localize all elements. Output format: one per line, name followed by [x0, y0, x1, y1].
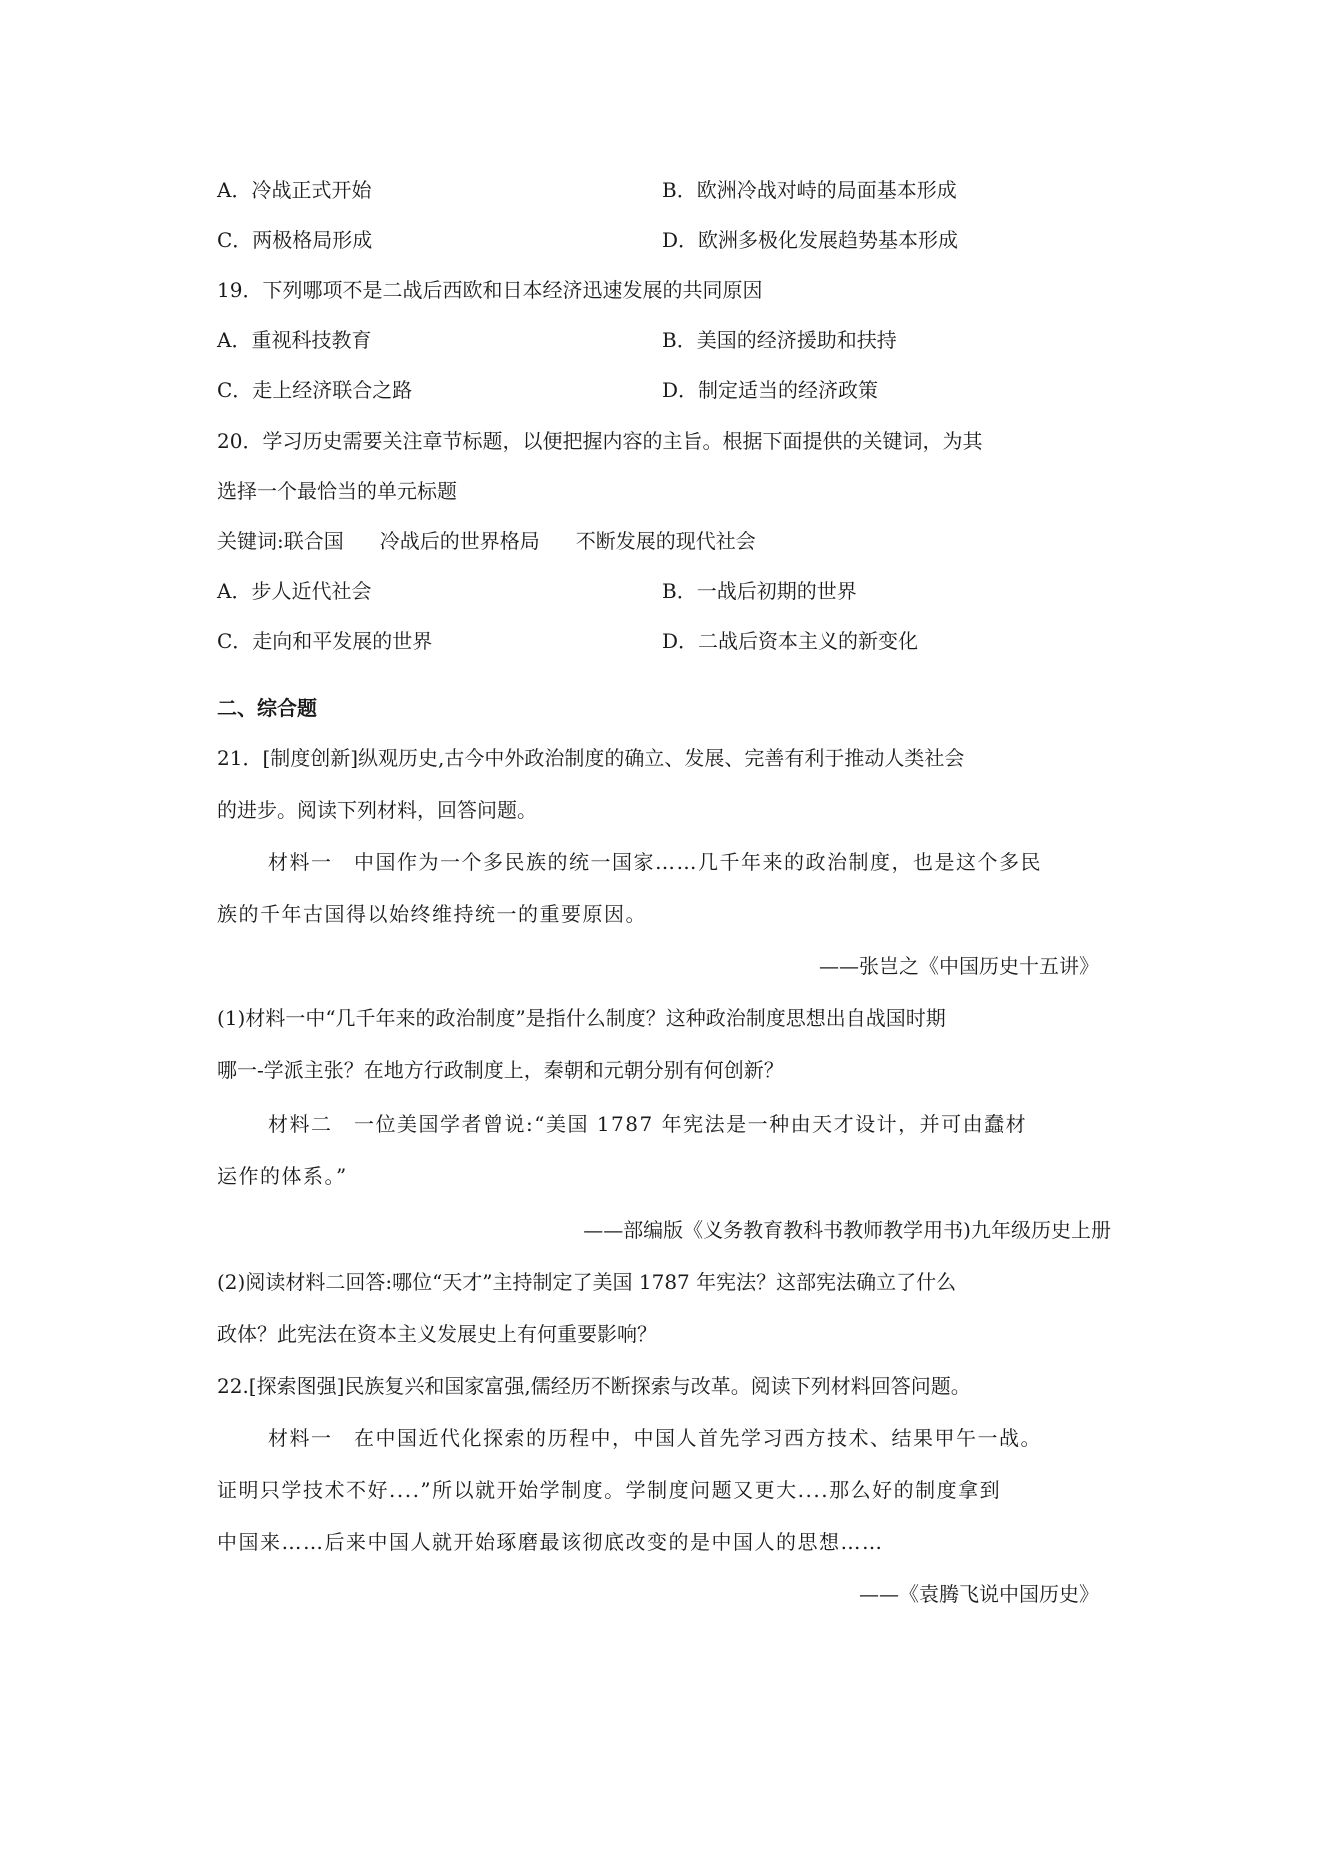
q20-stem-line1: 20．学习历史需要关注章节标题，以便把握内容的主旨。根据下面提供的关键词，为其 — [217, 429, 983, 453]
q21-material2-source: ——部编版《义务教育教科书教师教学用书)九年级历史上册 — [583, 1218, 1111, 1242]
q19-option-b: B．美国的经济援助和扶持 — [662, 328, 897, 352]
q21-material2-line2: 运作的体系。” — [217, 1164, 348, 1188]
q21-material1-line1: 材料一 中国作为一个多民族的统一国家……几千年来的政治制度，也是这个多民 — [268, 850, 1042, 874]
q21-material2-line1: 材料二 一位美国学者曾说:“美国 1787 年宪法是一种由天才设计，并可由蠢材 — [268, 1112, 1028, 1136]
q20-stem-line2: 选择一个最恰当的单元标题 — [217, 479, 457, 503]
q21-sub1-line2: 哪一-学派主张？在地方行政制度上，秦朝和元朝分别有何创新？ — [217, 1058, 784, 1082]
q22-material1-line1: 材料一 在中国近代化探索的历程中，中国人首先学习西方技术、结果甲午一战。 — [268, 1426, 1042, 1450]
q21-sub2-line1: (2)阅读材料二回答:哪位“天才”主持制定了美国 1787 年宪法？这部宪法确立了什么 — [217, 1270, 957, 1294]
q20-option-b: B．一战后初期的世界 — [662, 579, 857, 603]
q20-keyword-label: 关键词:联合国 — [217, 529, 344, 553]
q21-sub2-line2: 政体？此宪法在资本主义发展史上有何重要影响？ — [217, 1322, 657, 1346]
q20-keywords — [217, 527, 756, 555]
q20-keyword-3: 不断发展的现代社会 — [575, 529, 756, 553]
q22-stem-line1: 22.[探索图强]民族复兴和国家富强,儒经历不断探索与改革。阅读下列材料回答问题。 — [217, 1374, 971, 1398]
q22-material1-line2: 证明只学技术不好....”所以就开始学制度。学制度问题又更大....那么好的制度拿到 — [217, 1478, 1002, 1502]
q21-stem-line1: 21．[制度创新]纵观历史,古今中外政治制度的确立、发展、完善有利于推动人类社会 — [217, 746, 965, 770]
q22-material1-source: ——《袁腾飞说中国历史》 — [859, 1582, 1099, 1606]
q19-option-c: C．走上经济联合之路 — [217, 378, 413, 402]
q18-option-b: B．欧洲冷战对峙的局面基本形成 — [662, 178, 957, 202]
q18-option-d: D．欧洲多极化发展趋势基本形成 — [662, 228, 959, 252]
q19-option-a: A．重视科技教育 — [217, 328, 372, 352]
section-heading: 二、综合题 — [217, 696, 317, 720]
q20-option-c: C．走向和平发展的世界 — [217, 629, 433, 653]
q18-option-c: C．两极格局形成 — [217, 228, 373, 252]
q20-option-a: A．步人近代社会 — [217, 579, 372, 603]
q19-stem: 19．下列哪项不是二战后西欧和日本经济迅速发展的共同原因 — [217, 278, 763, 302]
q22-material1-line3: 中国来……后来中国人就开始琢磨最该彻底改变的是中国人的思想…… — [217, 1530, 884, 1554]
q19-option-d: D．制定适当的经济政策 — [662, 378, 879, 402]
q20-keyword-2: 冷战后的世界格局 — [379, 529, 540, 553]
q21-material1-line2: 族的千年古国得以始终维持统一的重要原因。 — [217, 902, 647, 926]
q18-option-a: A．冷战正式开始 — [217, 178, 372, 202]
q21-sub1-line1: (1)材料一中“几千年来的政治制度”是指什么制度？这种政治制度思想出自战国时期 — [217, 1006, 946, 1030]
q21-stem-line2: 的进步。阅读下列材料，回答问题。 — [217, 798, 537, 822]
q20-option-d: D．二战后资本主义的新变化 — [662, 629, 919, 653]
q21-material1-source: ——张岂之《中国历史十五讲》 — [819, 954, 1099, 978]
